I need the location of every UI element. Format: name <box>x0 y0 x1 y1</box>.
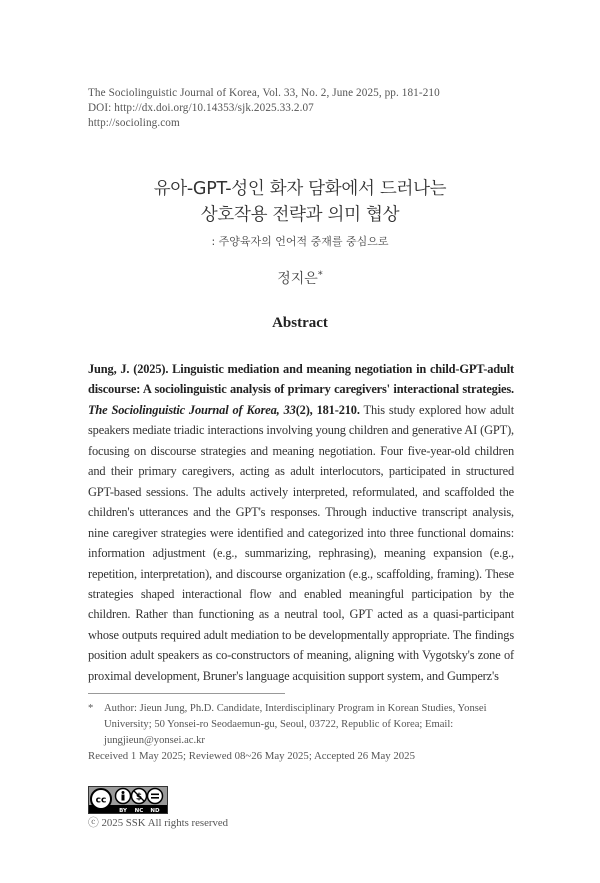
journal-issue-pages: (2), 181-210. <box>295 402 360 417</box>
doi-link[interactable]: DOI: http://dx.doi.org/10.14353/sjk.2025.33.2.07 <box>88 102 314 114</box>
journal-name: The Sociolinguistic Journal of Korea, <box>88 402 280 417</box>
nd-icon <box>148 789 163 804</box>
footnote-text: Author: Jieun Jung, Ph.D. Candidate, Interdisciplinary Program in Korean Studies, Yonsei University; 50 Yonsei-ro Seodaemun-gu, Seoul, 03722, Republic of Korea; Email: jungjieun@yonsei.ac.kr <box>104 703 487 746</box>
footnote-mark: * <box>88 703 94 714</box>
cc-label-by: BY <box>119 808 127 813</box>
copyright-notice: ⓒ 2025 SSK All rights reserved <box>88 817 229 829</box>
paper-subtitle: : 주양육자의 언어적 중재를 중심으로 <box>211 235 389 248</box>
cc-label-nc: NC <box>134 808 144 813</box>
footnote-divider <box>88 693 285 694</box>
cc-label-nd: ND <box>150 808 160 813</box>
svg-text:$: $ <box>135 792 143 803</box>
author-footnote <box>88 701 514 749</box>
author-line <box>0 268 600 288</box>
journal-url-link[interactable]: http://socioling.com <box>88 117 180 129</box>
cc-icon: cc <box>95 795 107 806</box>
paper-title-line-2: 상호작용 전략과 의미 협상 <box>200 205 400 225</box>
journal-volume: 33 <box>283 402 296 417</box>
paper-title-line-1: 유아-GPT-성인 화자 담화에서 드러나는 <box>153 179 447 199</box>
abstract-text: This study explored how adult speakers mediate triadic interactions involving young children and generative AI (GPT), focusing on discourse strategies and meaning negotiation. Four five-year-old children and their primary caregivers, acting as adult interlocutors, participated in structured GPT-based sessions. The adults actively interpreted, reformulated, and scaffolded the children's utterances and the GPT's responses. Through inductive transcript analysis, nine caregiver strategies were identified and categorized into three functional domains: information adjustment (e.g., summarizing, rephrasing), meaning expansion (e.g., repetition, interpretation), and discourse organization (e.g., scaffolding, framing). These strategies shaped interactional flow and enabled meaningful participation by the children. Rather than functioning as a neutral tool, GPT acted as a quasi-participant whose outputs required adult mediation to be developmentally appropriate. The findings position adult speakers as co-constructors of meaning, aligning with Vygotsky's zone of proximal development, Bruner's language acquisition support system, and Gumperz's <box>88 402 514 683</box>
journal-header <box>88 86 440 131</box>
cc-license-badge[interactable] <box>88 786 168 814</box>
abstract-citation: Jung, J. (2025). Linguistic mediation and meaning negotiation in child-GPT-adult discourse: A sociolinguistic analysis of primary caregivers' interactional strategies. <box>88 362 514 397</box>
review-dates: Received 1 May 2025; Reviewed 08~26 May 2025; Accepted 26 May 2025 <box>88 750 415 762</box>
abstract-body <box>88 359 514 686</box>
author-name: 정지은 <box>277 271 318 287</box>
author-footnote-mark[interactable]: * <box>317 269 323 281</box>
abstract-heading: Abstract <box>272 315 328 331</box>
journal-citation: The Sociolinguistic Journal of Korea, Vol. 33, No. 2, June 2025, pp. 181-210 <box>88 87 440 99</box>
